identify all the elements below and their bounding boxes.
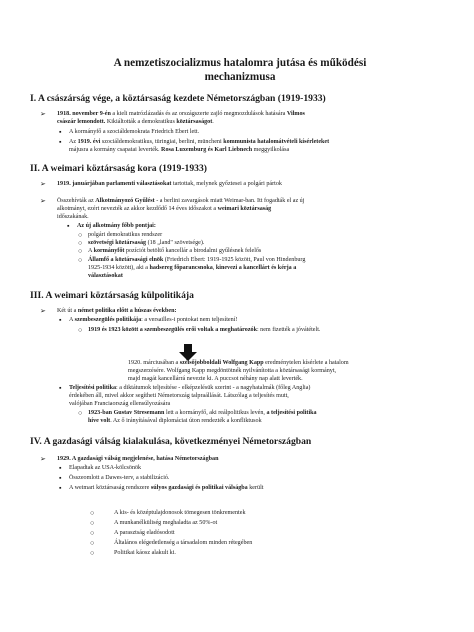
circle-bullet-icon: ○ [78,326,83,334]
title-line-2: mechanizmusa [204,71,276,83]
circle-bullet-icon: ○ [78,239,83,247]
list-item: érdekében áll, mivel akkor segítheti Németország talpraállását. Látszólag a teljesítés mutt, [69,393,289,399]
list-item: Politikai káosz alakult ki. [114,550,176,556]
list-item: 1923-ban Gustav Stresemann lett a kormányfő, aki reálpolitikus levén, a teljesítési politika [88,410,317,416]
document-title [40,56,440,84]
paragraph-line: Összehívták az Alkotmányozó Gyűlést - a berlini zavargások miatt Weimar-ban. Itt fogadták el az új [57,198,305,204]
list-item: májusra a kormány csapatai leverték. Rosa Luxemburg és Karl Liebnech meggyilkolása [69,147,290,153]
circle-bullet-icon: ○ [90,539,95,547]
paragraph-line: 1929. A gazdasági válság megjelenése, hatása Németországban [57,456,219,462]
list-item: A parasztság eladósodott [114,530,175,536]
square-bullet-icon: ▪ [59,464,62,472]
section-heading-4: IV. A gazdasági válság kialakulása, következményei Németországban [30,436,312,447]
arrow-bullet-icon: ➢ [40,307,46,315]
square-bullet-icon: ▪ [59,484,62,492]
list-item: Elapadtak az USA-kölcsönök [69,465,142,471]
list-item: 1925-1934 között), aki a hadsereg főparancsnoka, kinevezi a kancellárt és kérja a [88,265,297,271]
paragraph-line: majd magát kancellárrá nevezte ki. A puccsot néhány nap alatt leverték. [128,376,303,382]
list-item: Teljesítési politika: a diktátumok teljesítése - elképzelésük szerint - a nagyhatalmák (főleg Anglia) [69,385,311,391]
circle-bullet-icon: ○ [78,256,83,264]
list-item: valójában Franciaország ellensúlyozására [69,401,171,407]
square-bullet-icon: ▪ [59,316,62,324]
list-item: Az 1919. évi szociáldemokratikus, türingiai, berlini, müncheni kommunista hatalomátvételi kísérleteket [69,139,330,145]
list-item: Általános elégedetlenség a társadalom minden rétegében [114,540,253,546]
list-item: A kis- és középtulajdonosok tömegesen tönkrementek [114,510,246,516]
circle-bullet-icon: ○ [90,519,95,527]
list-item: Összeomlott a Dawes-terv, a stabilizáció. [69,475,170,481]
list-item: Államfő a köztársasági elnök (Friedrich Ebert: 1919-1925 között, Paul von Hindenburg [88,257,306,263]
list-item: szövetségi köztársaság (18 „land" szövetsége). [88,240,205,246]
paragraph-line: megszerzésére. Wolfgang Kapp megdöntötnék nyilvánította a köztársasági kormányt, [128,368,337,374]
circle-bullet-icon: ○ [78,231,83,239]
paragraph-line: 1918. november 9-én a kieli matrózlázadás és az országszerte zajló megmozdulások hatására Vilmos [57,111,305,117]
arrow-bullet-icon: ➢ [40,180,46,188]
list-item: A weimari köztársaság rendszere súlyos gazdasági és politikai válságba került [69,485,264,491]
down-arrow-icon [184,344,192,352]
list-item: A munkanélküliség meghaladta az 50%-ot [114,520,218,526]
square-bullet-icon: ▪ [59,138,62,146]
arrow-bullet-icon: ➢ [40,110,46,118]
paragraph-line: Két út a német politika előtt a húszas években: [57,308,177,314]
circle-bullet-icon: ○ [90,509,95,517]
circle-bullet-icon: ○ [78,409,83,417]
square-bullet-icon: ▪ [67,222,70,230]
list-item: választásokat [88,273,123,279]
paragraph-line: időszakának. [57,214,89,220]
list-item: polgári demokratikus rendszer [88,232,163,238]
list-item: A kormányfőt pozíciót betöltő kancellár a birodalmi gyűlésnek felelős [88,248,262,254]
arrow-bullet-icon: ➢ [40,455,46,463]
arrow-bullet-icon: ➢ [40,197,46,205]
paragraph-line: alkotmányt, ezért nevezték az akkor kezdődő 14 éves időszakot a weimari köztársaság [57,206,272,212]
list-item: 1919 és 1923 között a szembeszegülés erői voltak a meghatározók: nem fizették a jóvátételt. [88,327,321,333]
section-heading-2: II. A weimari köztársaság kora (1919-1933) [30,163,207,174]
list-item: híve volt. Az ő irányításával diplomáciai úton rendezték a konfliktusok [88,418,262,424]
section-heading-3: III. A weimari köztársaság külpolitikája [30,290,194,301]
list-item: A kormányfő a szociáldemokrata Friedrich Ebert lett. [69,129,200,135]
paragraph-line: 1920. márciusában a szélsőjobboldali Wolfgang Kapp eredménytelen kísérlete a hatalom [128,360,349,366]
paragraph-line: 1919. januárjában parlamenti választásokat tartottak, melynek győztesei a polgári pártok [57,181,282,187]
circle-bullet-icon: ○ [90,549,95,557]
title-line-1: A nemzetiszocializmus hatalomra jutása és működési [113,57,367,69]
square-bullet-icon: ▪ [59,128,62,136]
list-heading: Az új alkotmány főbb pontjai: [77,223,156,229]
list-item: A szembeszegülés politikája: a versailles-i pontokat nem teljesítení! [69,317,238,323]
section-heading-1: I. A császárság vége, a köztársaság kezdete Németországban (1919-1933) [30,93,326,104]
square-bullet-icon: ▪ [59,474,62,482]
square-bullet-icon: ▪ [59,384,62,392]
paragraph-line: császár lemondott. Kikiáltották a demokratikus köztársaságot. [57,119,214,125]
circle-bullet-icon: ○ [90,529,95,537]
circle-bullet-icon: ○ [78,247,83,255]
